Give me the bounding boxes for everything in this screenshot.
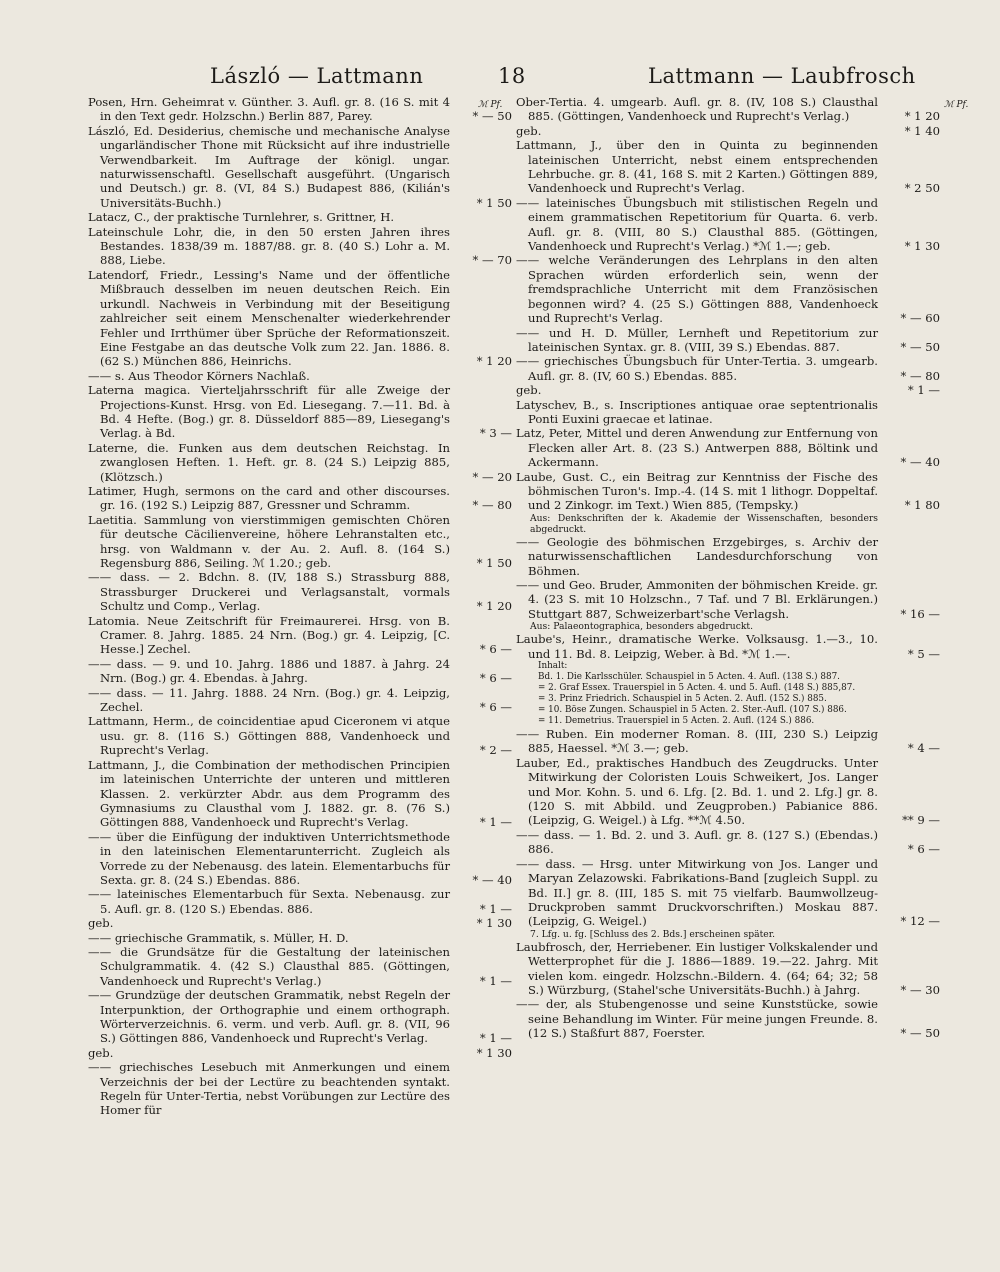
catalog-entry bbox=[88, 95, 512, 124]
entry-price: * 1 20 bbox=[476, 599, 512, 614]
catalog-entry bbox=[88, 268, 512, 369]
entry-price: * 1 — bbox=[479, 815, 512, 830]
entry-text: = 3. Prinz Friedrich. Schauspiel in 5 Acten. 2. Aufl. (152 S.) 885. bbox=[538, 694, 827, 705]
entry-text: —— über die Einfügung der induktiven Unterrichtsmethode in den lateinischen Elementarunterricht. Zugleich als Vorrede zu der Nebenausg. des latein. Elementarbuchs für Sexta. gr. 8. (24 S.) Ebendas. 886. bbox=[88, 829, 450, 887]
catalog-entry bbox=[88, 1046, 512, 1060]
catalog-entry bbox=[88, 714, 512, 757]
entry-price: * — 40 bbox=[900, 455, 940, 470]
entry-text: = 10. Böse Zungen. Schauspiel in 5 Acten. 2. Ster.-Aufl. (107 S.) 886. bbox=[538, 705, 847, 716]
catalog-entry bbox=[516, 354, 940, 383]
catalog-entry bbox=[516, 138, 940, 196]
catalog-entry bbox=[516, 470, 940, 513]
entry-price: * — 50 bbox=[900, 1026, 940, 1041]
entry-price: * 5 — bbox=[907, 646, 940, 661]
entry-price: * 1 40 bbox=[904, 123, 940, 138]
entry-text: Ober-Tertia. 4. umgearb. Aufl. gr. 8. (IV, 108 S.) Clausthal 885. (Göttingen, Vandenhoeck und Ruprecht's Verlag.) bbox=[516, 95, 878, 124]
entry-text: —— griechisches Lesebuch mit Anmerkungen und einem Verzeichnis der bei der Lectüre zu beachtenden syntakt. Regeln für Unter-Tertia, nebst Vorübungen zur Lectüre des Homer für bbox=[88, 1060, 450, 1118]
catalog-entry bbox=[516, 632, 940, 661]
catalog-entry bbox=[516, 661, 940, 672]
entry-price: * 16 — bbox=[900, 606, 940, 621]
catalog-entry bbox=[88, 988, 512, 1046]
entry-text: Latyschev, B., s. Inscriptiones antiquae orae septentrionalis Ponti Euxini graecae et latinae. bbox=[516, 397, 878, 426]
entry-text: Lattmann, J., über den in Quinta zu beginnenden lateinischen Unterricht, nebst einem entsprechenden Lehrbuche. gr. 8. (41, 168 S. mit 2 Karten.) Göttingen 889, Vandenhoeck und Ruprecht's Verlag. bbox=[516, 138, 878, 196]
entry-price: * 1 30 bbox=[476, 1045, 512, 1060]
entry-text: Laube's, Heinr., dramatische Werke. Volksausg. 1.—3., 10. und 11. Bd. 8. Leipzig, Weber. à Bd. *ℳ 1.—. bbox=[516, 632, 878, 661]
entry-text: —— Geologie des böhmischen Erzgebirges, s. Archiv der naturwissenschaftlichen Landesdurchforschung von Böhmen. bbox=[516, 534, 878, 578]
entry-text: Aus: Palaeontographica, besonders abgedruckt. bbox=[530, 621, 754, 633]
entry-text: —— der, als Stubengenosse und seine Kunststücke, sowie seine Behandlung im Winter. Für meine jungen Freunde. 8. (12 S.) Staßfurt 887, Foerster. bbox=[516, 997, 878, 1041]
entry-text: Latendorf, Friedr., Lessing's Name und der öffentliche Mißbrauch desselben im neuen deutschen Reich. Ein urkundl. Nachweis in Verbindung mit der Beseitigung zahlreicher seit einem Menschenalter wiederkehrender Fehler und Irrthümer über Sprüche der Reformationszeit. Eine Festgabe an das deutsche Volk zum 22. Jan. 1886. 8. (62 S.) München 886, Heinrichs. bbox=[88, 267, 450, 369]
catalog-entry bbox=[88, 887, 512, 916]
entry-price: * 1 50 bbox=[476, 556, 512, 570]
catalog-entry bbox=[88, 614, 512, 657]
entry-price: * 1 20 bbox=[476, 354, 512, 369]
catalog-entry bbox=[88, 484, 512, 513]
catalog-entry bbox=[516, 426, 940, 469]
catalog-entry bbox=[88, 570, 512, 613]
entry-text: Posen, Hrn. Geheimrat v. Günther. 3. Aufl. gr. 8. (16 S. mit 4 in den Text gedr. Holzschn.) Berlin 887, Parey. bbox=[88, 95, 450, 124]
page-number: 18 bbox=[498, 64, 526, 88]
entry-text: Latomia. Neue Zeitschrift für Freimaurerei. Hrsg. von B. Cramer. 8. Jahrg. 1885. 24 Nrn. (Bog.) gr. 4. Leipzig, [C. Hesse.] Zechel. bbox=[88, 613, 450, 657]
page-header bbox=[0, 64, 1000, 94]
entry-text: = 11. Demetrius. Trauerspiel in 5 Acten. 2. Aufl. (124 S.) 886. bbox=[538, 716, 815, 727]
entry-price: * 1 20 bbox=[904, 109, 940, 124]
entry-text: —— und Geo. Bruder, Ammoniten der böhmischen Kreide. gr. 4. (23 S. mit 10 Holzschn., 7 Taf. und 7 Bl. Erklärungen.) Stuttgart 887, Schweizerbart'sche Verlagsh. bbox=[516, 578, 878, 621]
entry-price: * 6 — bbox=[907, 842, 940, 857]
catalog-entry bbox=[88, 686, 512, 715]
entry-text: Laetitia. Sammlung von vierstimmigen gemischten Chören für deutsche Cäcilienvereine, höhere Lehranstalten etc., hrsg. von Waldmann v. der Au. 2. Aufl. 8. (164 S.) Regensburg 886, Seiling. ℳ 1.20.; geb. bbox=[88, 512, 450, 570]
entry-price: * 1 — bbox=[479, 1031, 512, 1046]
entry-price: * — 50 bbox=[900, 339, 940, 354]
entry-price: * 4 — bbox=[907, 741, 940, 756]
catalog-entry bbox=[516, 997, 940, 1040]
catalog-entry bbox=[516, 756, 940, 828]
catalog-entry bbox=[88, 830, 512, 888]
entry-text: geb. bbox=[516, 123, 542, 138]
catalog-entry bbox=[88, 1060, 512, 1118]
entry-text: Lattmann, Herm., de coincidentiae apud Ciceronem vi atque usu. gr. 8. (116 S.) Göttingen 888, Vandenhoeck und Ruprecht's Verlag. bbox=[88, 714, 450, 758]
catalog-entry bbox=[516, 940, 940, 998]
catalog-entry bbox=[88, 383, 512, 441]
entry-price: * — 80 bbox=[472, 498, 512, 513]
catalog-entry bbox=[88, 369, 512, 383]
entry-text: geb. bbox=[516, 383, 542, 398]
left-column bbox=[88, 95, 512, 1118]
header-left: László — Lattmann bbox=[210, 64, 424, 88]
catalog-entry bbox=[516, 383, 940, 397]
entry-text: Bd. 1. Die Karlsschüler. Schauspiel in 5 Acten. 4. Aufl. (138 S.) 887. bbox=[538, 672, 840, 683]
entry-price: * — 50 bbox=[472, 109, 512, 124]
entry-text: —— lateinisches Übungsbuch mit stilistischen Regeln und einem grammatischen Repetitorium für Quarta. 6. verb. Aufl. gr. 8. (VIII, 80 S.) Clausthal 885. (Göttingen, Vandenhoeck und Ruprecht's Verlag.) *ℳ 1.—; geb. bbox=[516, 195, 878, 254]
catalog-entry bbox=[516, 683, 940, 694]
right-column bbox=[516, 95, 940, 1041]
entry-price: * 6 — bbox=[479, 700, 512, 715]
catalog-entry bbox=[516, 828, 940, 857]
entry-price: * — 80 bbox=[900, 368, 940, 383]
catalog-entry bbox=[88, 225, 512, 268]
entry-text: Laube, Gust. C., ein Beitrag zur Kenntniss der Fische des böhmischen Turon's. Imp.-4. (14 S. mit 1 lithogr. Doppeltaf. und 2 Zinkogr. im Text.) Wien 885, (Tempsky.) bbox=[516, 469, 878, 513]
entry-text: —— Grundzüge der deutschen Grammatik, nebst Regeln der Interpunktion, der Orthographie und einem orthograph. Wörterverzeichnis. 6. verm. und verb. Aufl. gr. 8. (VII, 96 S.) Göttingen 886, Vandenhoeck und Ruprecht's Verlag. bbox=[88, 988, 450, 1046]
entry-text: —— die Grundsätze für die Gestaltung der lateinischen Schulgrammatik. 4. (42 S.) Clausthal 885. (Göttingen, Vandenhoeck und Ruprecht's Verlag.) bbox=[88, 944, 450, 988]
catalog-entry bbox=[516, 857, 940, 929]
entry-text: —— dass. — 2. Bdchn. 8. (IV, 188 S.) Strassburg 888, Strassburger Druckerei und Verlagsanstalt, vormals Schultz und Comp., Verlag. bbox=[88, 570, 450, 614]
entry-text: Lászlό, Ed. Desiderius, chemische und mechanische Analyse ungarländischer Thone mit Rücksicht auf ihre industrielle Verwendbarkeit. Im Auftrage der königl. ungar. naturwissenschaftl. Gesellschaft ausgeführt. (Ungarisch und Deutsch.) gr. 8. (VI, 84 S.) Budapest 886, (Kilián's Universitäts-Buchh.) bbox=[88, 123, 450, 210]
entry-text: —— griechisches Übungsbuch für Unter-Tertia. 3. umgearb. Aufl. gr. 8. (IV, 60 S.) Ebendas. 885. bbox=[516, 354, 878, 383]
entry-text: —— lateinisches Elementarbuch für Sexta. Nebenausg. zur 5. Aufl. gr. 8. (120 S.) Ebendas. 886. bbox=[88, 887, 450, 916]
entry-price: * 6 — bbox=[479, 642, 512, 657]
entry-text: Lateinschule Lohr, die, in den 50 ersten Jahren ihres Bestandes. 1838/39 m. 1887/88. gr. 8. (40 S.) Lohr a. M. 888, Liebe. bbox=[88, 224, 450, 268]
entry-price: * 1 30 bbox=[476, 916, 512, 931]
entry-text: —— und H. D. Müller, Lernheft und Repetitorium zur lateinischen Syntax. gr. 8. (VIII, 39 S.) Ebendas. 887. bbox=[516, 325, 878, 354]
entry-text: Latacz, C., der praktische Turnlehrer, s. Grittner, H. bbox=[88, 210, 395, 225]
catalog-entry bbox=[516, 621, 940, 632]
catalog-entry bbox=[88, 124, 512, 210]
catalog-entry bbox=[516, 672, 940, 683]
entry-text: Lauber, Ed., praktisches Handbuch des Zeugdrucks. Unter Mitwirkung der Coloristen Louis Schweikert, Jos. Langer und Mor. Kohn. 5. und 6. Lfg. [2. Bd. 1. und 2. Lfg.] gr. 8. (120 S. mit Abbild. und Zeugproben.) Pabianice 886. (Leipzig, G. Weigel.) à Lfg. **ℳ 4.50. bbox=[516, 755, 878, 828]
catalog-entry bbox=[516, 513, 940, 535]
entry-price: * 6 — bbox=[479, 671, 512, 686]
entry-text: = 2. Graf Essex. Trauerspiel in 5 Acten. 4. und 5. Aufl. (148 S.) 885,87. bbox=[538, 683, 856, 694]
entry-price: * 12 — bbox=[900, 914, 940, 929]
entry-text: Inhalt: bbox=[538, 661, 568, 672]
header-right: Lattmann — Laubfrosch bbox=[648, 64, 916, 88]
entry-price: * 1 30 bbox=[904, 239, 940, 254]
catalog-entry bbox=[516, 95, 940, 124]
entry-text: —— dass. — 9. und 10. Jahrg. 1886 und 1887. à Jahrg. 24 Nrn. (Bog.) gr. 4. Ebendas. à Jahrg. bbox=[88, 656, 450, 686]
catalog-entry bbox=[516, 727, 940, 756]
entry-price: * 1 80 bbox=[904, 498, 940, 513]
entry-text: 7. Lfg. u. fg. [Schluss des 2. Bds.] erscheinen später. bbox=[530, 928, 776, 940]
catalog-entry bbox=[516, 694, 940, 705]
entry-text: —— dass. — Hrsg. unter Mitwirkung von Jos. Langer und Maryan Zelazowski. Fabrikations-Band [zugleich Suppl. zu Bd. II.] gr. 8. (III, 185 S. mit 75 vielfarb. Baumwollzeug-Druckproben sammt Druckvorschriften.) Moskau 887. (Leipzig, G. Weigel.) bbox=[516, 856, 878, 929]
entry-text: Latimer, Hugh, sermons on the card and other discourses. gr. 16. (192 S.) Leipzig 887, Gressner und Schramm. bbox=[88, 483, 450, 513]
entry-text: —— dass. — 11. Jahrg. 1888. 24 Nrn. (Bog.) gr. 4. Leipzig, Zechel. bbox=[88, 685, 450, 715]
price-unit-right: ℳ Pf. bbox=[944, 100, 969, 110]
catalog-entry bbox=[88, 758, 512, 830]
entry-price: * — 60 bbox=[900, 311, 940, 326]
entry-price: * 2 50 bbox=[904, 181, 940, 196]
entry-text: Latz, Peter, Mittel und deren Anwendung zur Entfernung von Flecken aller Art. 8. (23 S.) Antwerpen 888, Böltink und Ackermann. bbox=[516, 426, 878, 470]
entry-text: Laterne, die. Funken aus dem deutschen Reichstag. In zwanglosen Heften. 1. Heft. gr. 8. (24 S.) Leipzig 885, (Klötzsch.) bbox=[88, 440, 450, 484]
catalog-entry bbox=[88, 441, 512, 484]
entry-text: Aus: Denkschriften der k. Akademie der Wissenschaften, besonders abgedruckt. bbox=[530, 512, 878, 535]
entry-text: —— welche Veränderungen des Lehrplans in den alten Sprachen würden erforderlich sein, wenn der fremdsprachliche Unterricht mit dem Französischen begonnen wird? 4. (25 S.) Göttingen 888, Vandenhoeck und Ruprecht's Verlag. bbox=[516, 253, 878, 326]
price-unit-left: ℳ Pf. bbox=[478, 100, 503, 110]
entry-price: * — 70 bbox=[472, 253, 512, 268]
catalog-entry bbox=[516, 535, 940, 578]
entry-text: —— dass. — 1. Bd. 2. und 3. Aufl. gr. 8. (127 S.) (Ebendas.) 886. bbox=[516, 827, 878, 857]
catalog-entry bbox=[516, 929, 940, 940]
catalog-entry bbox=[88, 931, 512, 945]
catalog-entry bbox=[516, 124, 940, 138]
entry-price: * 1 — bbox=[479, 901, 512, 916]
catalog-entry bbox=[88, 916, 512, 930]
catalog-entry bbox=[88, 945, 512, 988]
entry-text: Lattmann, J., die Combination der methodischen Principien im lateinischen Unterrichte der unteren und mittleren Klassen. 2. verkürzter Abdr. aus dem Programm des Gymnasiums zu Clausthal vom J. 1882. gr. 8. (76 S.) Göttingen 888, Vandenhoeck und Ruprecht's Verlag. bbox=[88, 757, 450, 830]
entry-price: * 3 — bbox=[479, 426, 512, 441]
entry-text: geb. bbox=[88, 1045, 114, 1060]
catalog-entry bbox=[516, 253, 940, 325]
entry-price: * 2 — bbox=[479, 743, 512, 758]
catalog-entry bbox=[516, 716, 940, 727]
catalog-entry bbox=[88, 210, 512, 224]
catalog-entry bbox=[516, 705, 940, 716]
catalog-entry bbox=[88, 657, 512, 686]
entry-price: * 1 50 bbox=[476, 195, 512, 210]
entry-text: Laubfrosch, der, Herriebener. Ein lustiger Volkskalender und Wetterprophet für die J. 1886—1889. 19.—22. Jahrg. Mit vielen kom. eingedr. Holzschn.-Bildern. 4. (64; 64; 32; 58 S.) Würzburg, (Stahel'sche Universitäts-Buchh.) à Jahrg. bbox=[516, 939, 878, 997]
entry-text: Laterna magica. Vierteljahrsschrift für alle Zweige der Projections-Kunst. Hrsg. von Ed. Liesegang. 7.—11. Bd. à Bd. 4 Hefte. (Bog.) gr. 8. Düsseldorf 885—89, Liesegang's Verlag. à Bd. bbox=[88, 383, 450, 441]
entry-text: —— griechische Grammatik, s. Müller, H. D. bbox=[88, 930, 349, 945]
catalog-entry bbox=[516, 326, 940, 355]
entry-text: geb. bbox=[88, 916, 114, 931]
catalog-entry bbox=[516, 398, 940, 427]
entry-price: * — 30 bbox=[900, 982, 940, 997]
entry-text: —— Ruben. Ein moderner Roman. 8. (III, 230 S.) Leipzig 885, Haessel. *ℳ 3.—; geb. bbox=[516, 727, 878, 756]
entry-price: ** 9 — bbox=[902, 813, 940, 828]
entry-price: * — 40 bbox=[472, 872, 512, 887]
entry-price: * 1 — bbox=[907, 383, 940, 398]
entry-price: * 1 — bbox=[479, 973, 512, 988]
catalog-entry bbox=[516, 196, 940, 254]
catalog-entry bbox=[88, 513, 512, 571]
entry-price: * — 20 bbox=[472, 469, 512, 484]
catalog-entry bbox=[516, 578, 940, 621]
entry-text: —— s. Aus Theodor Körners Nachlaß. bbox=[88, 368, 310, 383]
